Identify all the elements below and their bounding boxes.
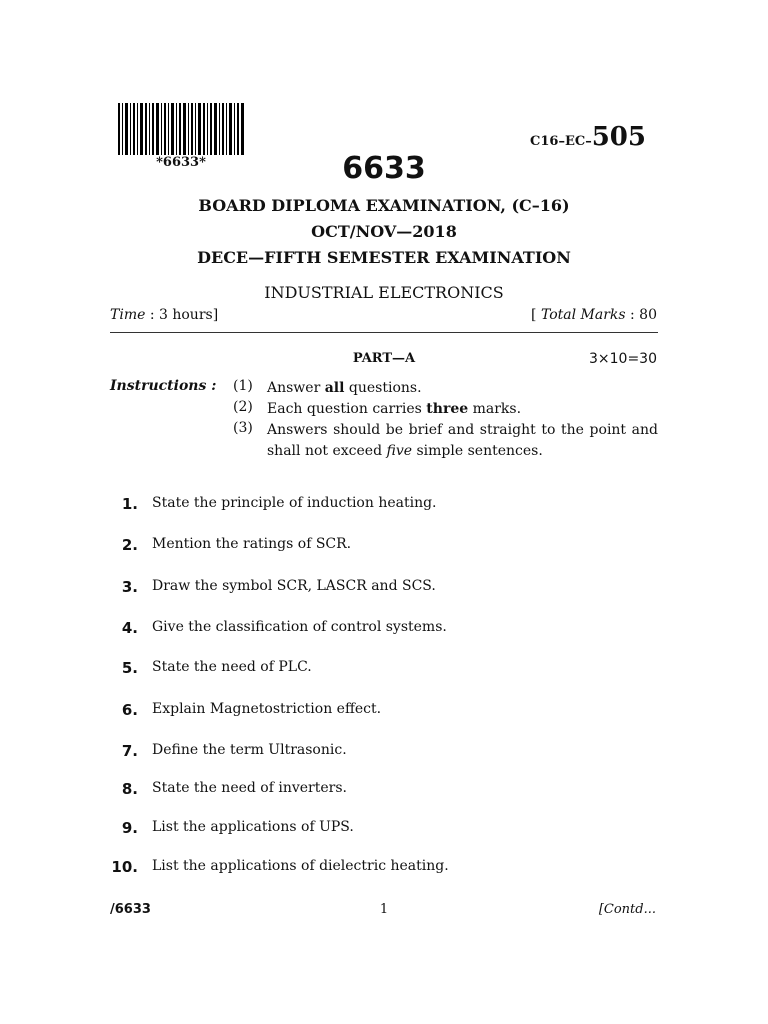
paper-code-prefix: C16–EC– bbox=[530, 134, 592, 149]
instruction-emphasis: three bbox=[426, 401, 469, 417]
time-value: : 3 hours] bbox=[145, 307, 219, 323]
question-number: 6. bbox=[121, 701, 138, 719]
question-number: 1. bbox=[121, 495, 138, 513]
question-text: Give the classification of control systems. bbox=[152, 619, 447, 635]
question-number: 7. bbox=[121, 742, 138, 760]
barcode-label: *6633* bbox=[156, 155, 206, 170]
exam-board-title: BOARD DIPLOMA EXAMINATION, (C–16) bbox=[198, 196, 570, 215]
instruction-number: (2) bbox=[233, 399, 253, 415]
instruction-text bbox=[267, 399, 658, 420]
question-number: 2. bbox=[121, 536, 138, 554]
instruction-text-part: marks. bbox=[468, 401, 522, 417]
part-marks: 3×10=30 bbox=[589, 351, 657, 367]
barcode bbox=[118, 103, 244, 155]
exam-session: OCT/NOV—2018 bbox=[311, 222, 457, 241]
question-number: 10. bbox=[111, 858, 138, 876]
instruction-text-part: simple sentences. bbox=[412, 443, 543, 459]
question-number: 9. bbox=[121, 819, 138, 837]
instructions-label: Instructions : bbox=[110, 378, 217, 394]
instruction-number: (1) bbox=[233, 378, 253, 394]
page-number: 1 bbox=[379, 902, 389, 917]
instruction-number: (3) bbox=[233, 420, 253, 436]
footer-code: /6633 bbox=[110, 902, 151, 917]
paper-code-number: 505 bbox=[591, 122, 646, 152]
question-number: 3. bbox=[121, 578, 138, 596]
question-text: State the need of PLC. bbox=[152, 659, 312, 675]
question-text: State the principle of induction heating. bbox=[152, 495, 437, 511]
question-text: State the need of inverters. bbox=[152, 780, 347, 796]
continued-note: [Contd... bbox=[598, 902, 656, 917]
question-text: Draw the symbol SCR, LASCR and SCS. bbox=[152, 578, 436, 594]
question-text: Explain Magnetostriction effect. bbox=[152, 701, 382, 717]
marks-bracket: [ bbox=[531, 307, 541, 323]
marks-label: Total Marks bbox=[540, 307, 626, 323]
paper-code bbox=[530, 122, 646, 152]
instruction-text-part: Answer bbox=[267, 380, 325, 396]
question-number: 5. bbox=[121, 659, 138, 677]
exam-code-title: 6633 bbox=[342, 151, 426, 186]
instruction-text-part: questions. bbox=[344, 380, 422, 396]
question-number: 4. bbox=[121, 619, 138, 637]
instruction-text bbox=[267, 420, 658, 462]
header-divider bbox=[110, 332, 658, 333]
time-allowed bbox=[110, 307, 218, 323]
question-text: Define the term Ultrasonic. bbox=[152, 742, 347, 758]
question-number: 8. bbox=[121, 780, 138, 798]
instruction-text bbox=[267, 378, 658, 399]
instruction-text-part: Each question carries bbox=[267, 401, 427, 417]
part-title: PART—A bbox=[352, 351, 416, 366]
time-label: Time bbox=[110, 307, 146, 323]
instruction-emphasis: five bbox=[386, 443, 413, 459]
question-text: List the applications of UPS. bbox=[152, 819, 354, 835]
question-text: Mention the ratings of SCR. bbox=[152, 536, 352, 552]
instruction-emphasis: all bbox=[324, 380, 345, 396]
subject-title: INDUSTRIAL ELECTRONICS bbox=[264, 283, 504, 302]
total-marks bbox=[531, 307, 657, 323]
instruction-text-part: Answers should be brief and straight to the point and shall not exceed bbox=[267, 422, 658, 459]
marks-value: : 80 bbox=[625, 307, 657, 323]
exam-semester: DECE—FIFTH SEMESTER EXAMINATION bbox=[197, 248, 571, 267]
question-text: List the applications of dielectric heating. bbox=[152, 858, 449, 874]
